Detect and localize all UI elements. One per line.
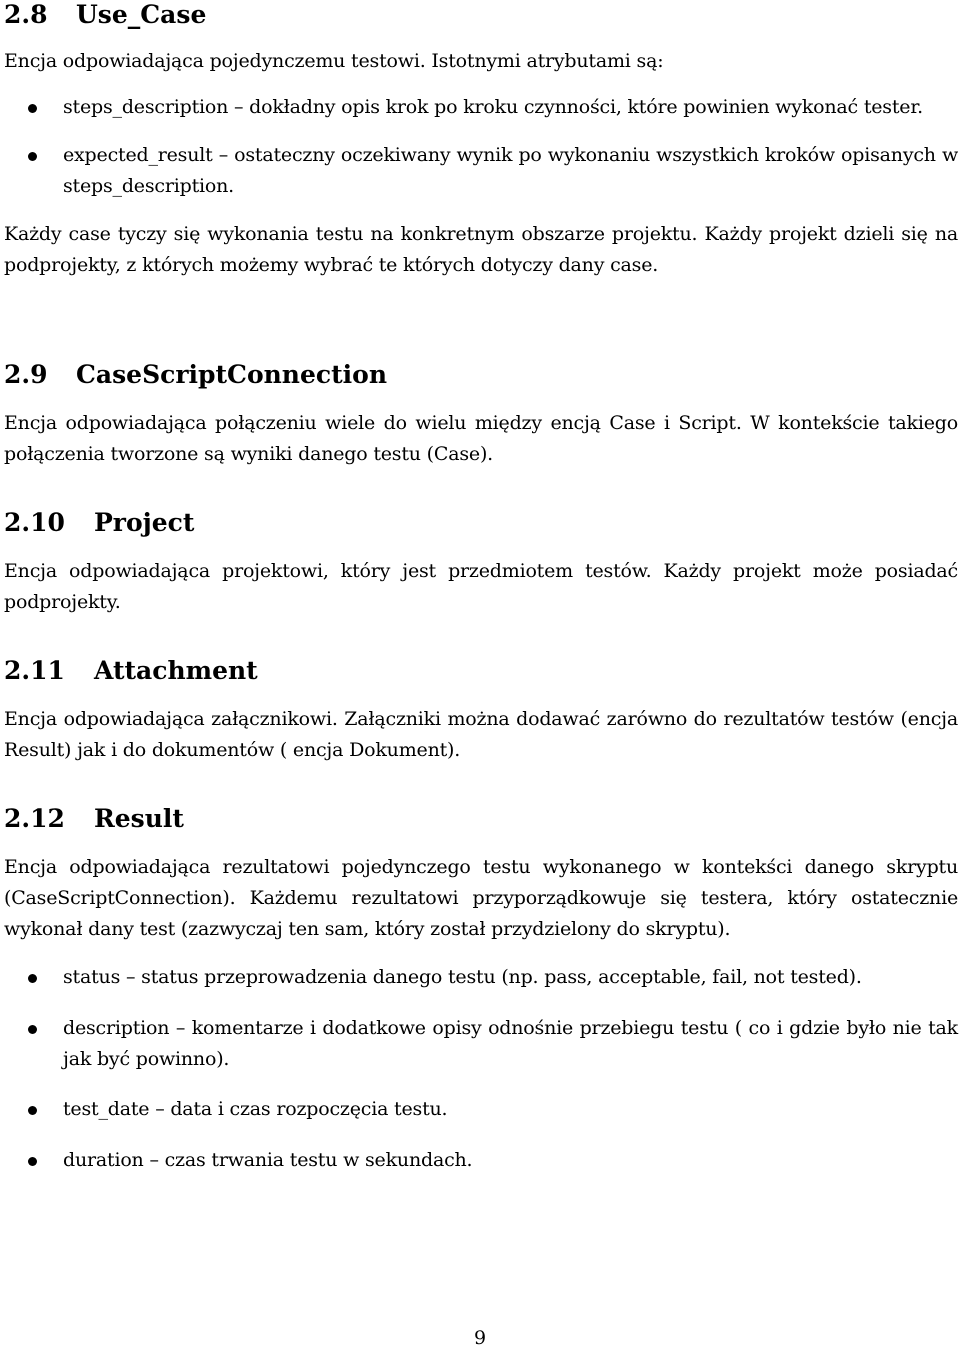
section-number: 2.8 — [4, 0, 48, 29]
section-body: Encja odpowiadająca projektowi, który jest przedmiotem testów. Każdy projekt może posiadać podprojekty. — [4, 560, 958, 613]
page-number: 9 — [473, 1327, 487, 1349]
section-heading — [4, 508, 958, 538]
section-title: CaseScriptConnection — [76, 360, 387, 389]
attribute-name: status — [63, 966, 121, 988]
attribute-description: status przeprowadzenia danego testu (np. pass, acceptable, fail, not tested). — [141, 966, 862, 988]
attribute-item — [4, 1013, 958, 1075]
section-note: Każdy case tyczy się wykonania testu na konkretnym obszarze projektu. Każdy projekt dzieli się na podprojekty, z których możemy wybrać te których dotyczy dany case. — [4, 223, 958, 276]
section-heading — [4, 656, 958, 686]
attribute-name: steps_description — [63, 96, 229, 118]
section-use-case — [4, 0, 958, 281]
bullet-icon — [28, 152, 37, 161]
section-attachment — [4, 656, 958, 766]
section-heading — [4, 804, 958, 834]
attribute-description: czas trwania testu w sekundach. — [164, 1149, 473, 1171]
attribute-dash: – — [234, 96, 244, 118]
bullet-icon — [28, 1106, 37, 1115]
attribute-description: data i czas rozpoczęcia testu. — [170, 1098, 448, 1120]
section-result — [4, 804, 958, 1176]
section-title: Attachment — [94, 656, 258, 685]
section-number: 2.10 — [4, 508, 65, 537]
section-title: Project — [94, 508, 195, 537]
section-heading — [4, 0, 958, 30]
attribute-item — [4, 92, 958, 123]
section-heading — [4, 360, 958, 390]
section-project — [4, 508, 958, 618]
bullet-icon — [28, 1157, 37, 1166]
bullet-icon — [28, 974, 37, 983]
attribute-name: expected_result — [63, 144, 213, 166]
attribute-item — [4, 1094, 958, 1125]
section-body: Encja odpowiadająca rezultatowi pojedynczego testu wykonanego w kontekści danego skryptu (CaseScriptConnection). Każdemu rezultatowi przyporządkowuje się testera, który ostatecznie wykonał dany test (zazwyczaj ten sam, który został przydzielony do skryptu). — [4, 856, 958, 940]
section-intro: Encja odpowiadająca pojedynczemu testowi. Istotnymi atrybutami są: — [4, 50, 664, 72]
bullet-icon — [28, 1025, 37, 1034]
attribute-dash: – — [125, 966, 136, 988]
attribute-list — [4, 962, 958, 1176]
attribute-name: duration — [63, 1149, 144, 1171]
attribute-description: dokładny opis krok po kroku czynności, które powinien wykonać tester. — [249, 96, 923, 118]
section-number: 2.9 — [4, 360, 48, 389]
attribute-item — [4, 1145, 958, 1176]
bullet-icon — [28, 104, 37, 113]
attribute-dash: – — [218, 144, 229, 166]
attribute-item — [4, 962, 958, 993]
section-number: 2.12 — [4, 804, 65, 833]
attribute-description: ostateczny oczekiwany wynik po wykonaniu wszystkich kroków opisanych w steps_description. — [63, 144, 959, 197]
section-title: Use_Case — [76, 0, 207, 29]
attribute-item — [4, 140, 958, 202]
section-body: Encja odpowiadająca połączeniu wiele do wielu między encją Case i Script. W kontekście takiego połączenia tworzone są wyniki danego testu (Case). — [4, 412, 958, 465]
section-body: Encja odpowiadająca załącznikowi. Załączniki można dodawać zarówno do rezultatów testów (encja Result) jak i do dokumentów ( encja Dokument). — [4, 708, 958, 761]
attribute-list — [4, 92, 958, 202]
attribute-description: komentarze i dodatkowe opisy odnośnie przebiegu testu ( co i gdzie było nie tak jak być powinno). — [63, 1017, 958, 1070]
attribute-name: description — [63, 1017, 170, 1039]
attribute-name: test_date — [63, 1098, 150, 1120]
section-number: 2.11 — [4, 656, 65, 685]
attribute-dash: – — [149, 1149, 159, 1171]
section-title: Result — [94, 804, 184, 833]
attribute-dash: – — [175, 1017, 186, 1039]
attribute-dash: – — [155, 1098, 165, 1120]
section-case-script-connection — [4, 360, 958, 470]
